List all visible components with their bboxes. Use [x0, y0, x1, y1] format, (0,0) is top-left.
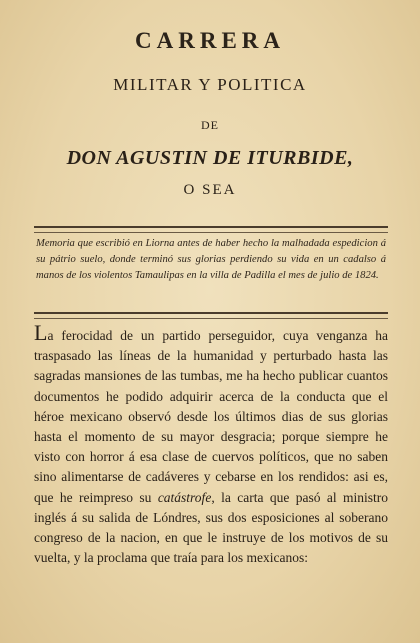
title-de: DE — [201, 118, 219, 132]
body-emphasis: catástrofe — [157, 489, 212, 505]
title-name: DON AGUSTIN DE ITURBIDE, — [66, 147, 354, 169]
body-paragraph — [34, 320, 389, 568]
body-text-part2: , la carta que pasó al ministro inglés á su salida de Lóndres, sus dos esposiciones al soberano congreso de la nacion, en que le instruye de los motivos de su vuelta, y la proclama que traía para los mexicanos: — [34, 489, 389, 566]
body-text-part1: a ferocidad de un partido perseguidor, cuya venganza ha traspasado las líneas de la humanidad y perturbado hasta las sagradas mansiones de las tumbas, me ha hecho publicar cuantos documentos he podido adquirir acerca de la conducta que el héroe mexicano observó desde los últimos dias de sus glorias hasta el momento de su mayor desgracia; porque siempre he visto con horror á esa clase de cuervos políticos, que no saben sino alimentarse de cadáveres y cebarse en los rendidos: asi es, que he reimpreso su — [34, 328, 388, 505]
title-main: CARRERA — [135, 28, 285, 53]
title-osea: O SEA — [183, 182, 237, 198]
title-subtitle: MILITAR Y POLITICA — [113, 75, 307, 94]
drop-initial: L — [34, 320, 48, 345]
top-divider — [34, 226, 388, 233]
memoria-paragraph: Memoria que escribió en Liorna antes de haber hecho la malhadada espedicion á su pátrio suelo, donde terminó sus glorias perdiendo su vida en un cadalso á manos de los violentos Tamaulipas en la villa de Padilla el mes de julio de 1824. — [36, 238, 386, 281]
bottom-divider — [34, 312, 388, 319]
